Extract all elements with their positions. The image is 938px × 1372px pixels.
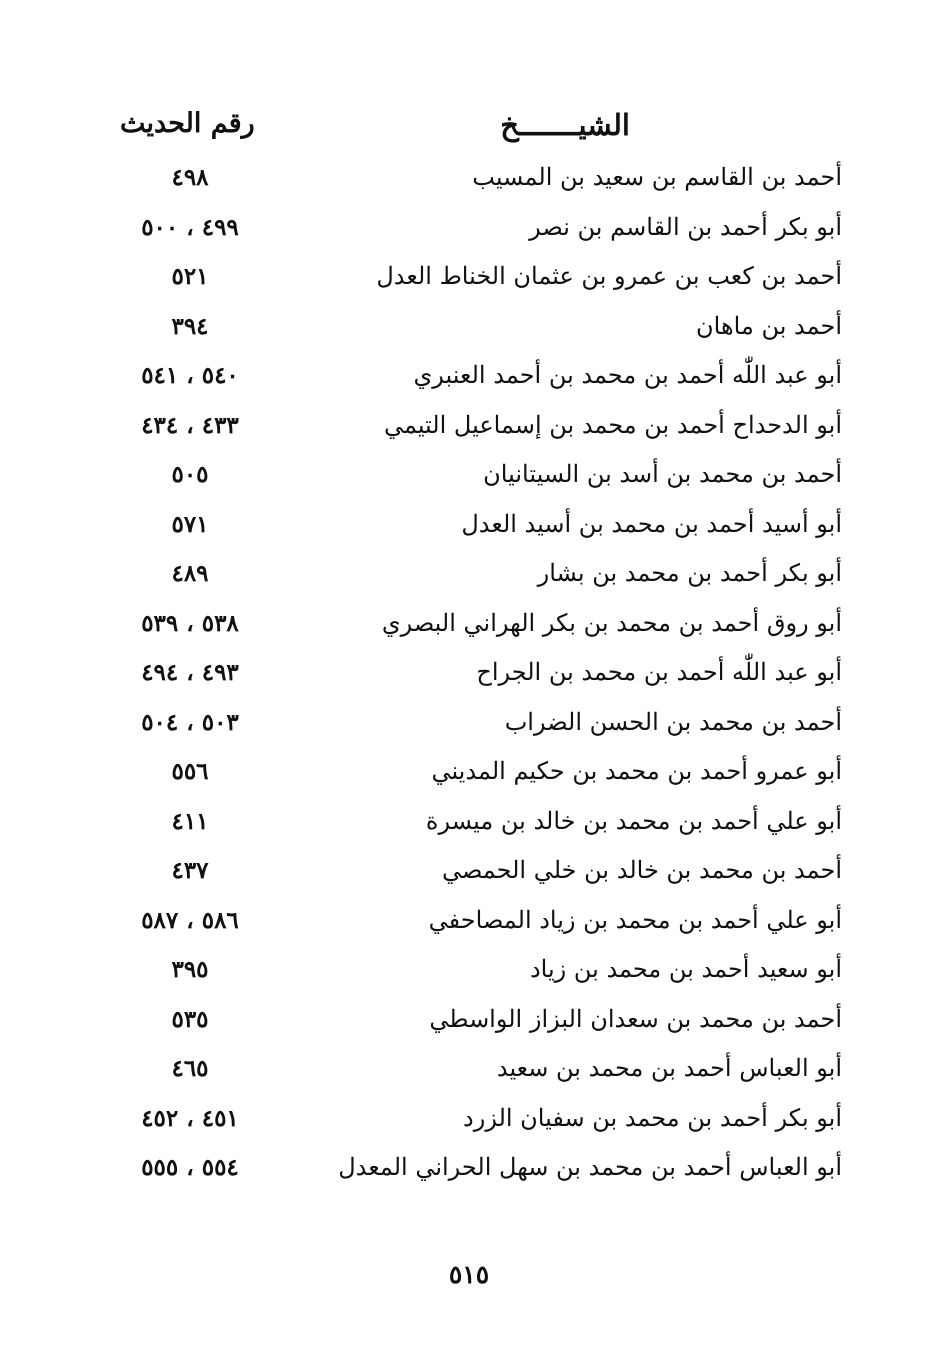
narrator-name: أبو عبد اللّٰه أحمد بن محمد بن الجراح [476,658,842,686]
narrator-name: أبو روق أحمد بن محمد بن بكر الهراني البصري [381,608,842,637]
list-item [0,650,938,700]
hadith-numbers: ٥٥٦ [171,758,209,785]
header-hadith-number: رقم الحديث [120,108,255,139]
narrator-name: أبو بكر أحمد بن محمد بن بشار [537,559,842,587]
hadith-numbers: ٤١١ [171,807,209,835]
list-item [0,1046,938,1096]
narrator-name: أبو عمرو أحمد بن محمد بن حكيم المديني [431,757,842,785]
hadith-numbers: ٥٢١ [171,263,209,290]
narrator-name: أبو العباس أحمد بن محمد بن سعيد [496,1054,842,1082]
list-item [0,848,938,898]
narrator-name: أبو العباس أحمد بن محمد بن سهل الحراني المعدل [338,1153,842,1181]
list-item [0,254,938,304]
hadith-numbers: ٤٩٨ [171,164,209,191]
narrator-list [0,155,938,1195]
narrator-name: أبو عبد اللّٰه أحمد بن محمد بن أحمد العنبري [413,361,842,389]
list-item [0,799,938,849]
hadith-numbers: ٥٤٠ ، ٥٤١ [141,362,239,389]
header-shaykh: الشيـــــــخ [500,108,630,142]
narrator-name: أبو سعيد أحمد بن محمد بن زياد [529,955,842,983]
narrator-name: أبو الدحداح أحمد بن محمد بن إسماعيل التيمي [383,410,842,439]
list-item [0,551,938,601]
narrator-name: أبو علي أحمد بن محمد بن زياد المصاحفي [428,905,842,934]
hadith-numbers: ٥٣٥ [171,1005,209,1033]
list-item [0,947,938,997]
narrator-name: أحمد بن محمد بن الحسن الضراب [504,707,842,736]
narrator-name: أبو علي أحمد بن محمد بن خالد بن ميسرة [425,806,842,835]
page-number: ٥١٥ [448,1260,490,1289]
hadith-numbers: ٥٥٤ ، ٥٥٥ [141,1154,239,1181]
list-item [0,997,938,1047]
hadith-numbers: ٤٣٣ ، ٤٣٤ [141,411,239,439]
narrator-name: أبو بكر أحمد بن محمد بن سفيان الزرد [463,1103,842,1132]
narrator-name: أحمد بن ماهان [696,311,842,340]
list-item [0,502,938,552]
narrator-name: أحمد بن كعب بن عمرو بن عثمان الخناط العدل [376,262,842,290]
list-item [0,353,938,403]
list-item [0,304,938,354]
hadith-numbers: ٥٠٥ [171,461,209,488]
list-item [0,1145,938,1195]
list-item [0,749,938,799]
narrator-name: أبو بكر أحمد بن القاسم بن نصر [529,212,842,241]
table-header [0,108,938,152]
hadith-numbers: ٥٠٣ ، ٥٠٤ [141,708,239,736]
hadith-numbers: ٤٣٧ [171,857,209,884]
narrator-name: أحمد بن محمد بن خالد بن خلي الحمصي [441,856,842,884]
narrator-name: أحمد بن محمد بن أسد بن السيتانيان [483,460,842,488]
hadith-numbers: ٣٩٥ [171,956,209,983]
hadith-numbers: ٥٣٨ ، ٥٣٩ [141,609,239,637]
list-item [0,403,938,453]
hadith-numbers: ٤٩٩ ، ٥٠٠ [141,213,239,241]
narrator-name: أحمد بن محمد بن سعدان البزاز الواسطي [429,1004,842,1033]
hadith-numbers: ٣٩٤ [171,312,209,340]
list-item [0,898,938,948]
hadith-numbers: ٤٦٥ [171,1055,209,1082]
list-item [0,155,938,205]
list-item [0,700,938,750]
narrator-name: أبو أسيد أحمد بن محمد بن أسيد العدل [461,509,842,538]
hadith-numbers: ٥٧١ [171,510,209,538]
hadith-numbers: ٤٩٣ ، ٤٩٤ [141,659,239,686]
list-item [0,205,938,255]
list-item [0,601,938,651]
hadith-numbers: ٤٥١ ، ٤٥٢ [141,1104,239,1132]
narrator-name: أحمد بن القاسم بن سعيد بن المسيب [472,163,842,191]
hadith-numbers: ٤٨٩ [171,560,209,587]
hadith-numbers: ٥٨٦ ، ٥٨٧ [141,906,239,934]
list-item [0,452,938,502]
list-item [0,1096,938,1146]
